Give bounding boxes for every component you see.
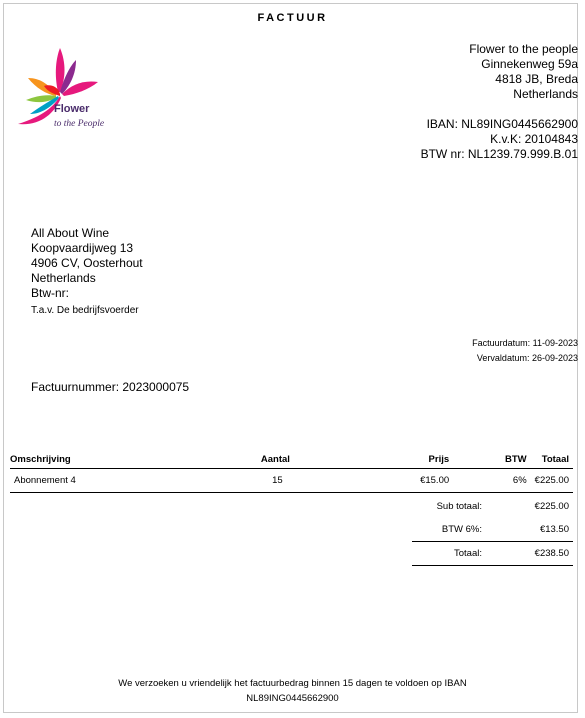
company-btw: BTW nr: NL1239.79.999.B.01 [420,147,578,161]
vat-label: BTW 6%: [441,524,482,535]
column-header-total: Totaal [531,452,573,469]
subtotal-row [412,495,573,518]
client-country: Netherlands [31,271,96,285]
logo-text-people: to the People [54,119,105,129]
totals-block [412,495,573,566]
company-logo [14,44,126,136]
due-date: Vervaldatum: 26-09-2023 [476,353,578,363]
document-title: FACTUUR [257,12,328,24]
total-value: €238.50 [534,548,569,559]
total-label: Totaal: [454,548,482,559]
column-header-price: Prijs [393,452,453,469]
company-country: Netherlands [513,87,578,101]
vat-row [412,518,573,541]
cell-total: €225.00 [531,469,573,493]
payment-note-line1: We verzoeken u vriendelijk het factuurbedrag binnen 15 dagen te voldoen op IBAN [118,678,467,689]
total-underline [412,565,573,566]
company-kvk: K.v.K: 20104843 [490,132,578,146]
client-btw: Btw-nr: [31,286,70,300]
column-header-description: Omschrijving [10,452,162,469]
client-address [31,226,143,318]
subtotal-label: Sub totaal: [436,501,482,512]
subtotal-value: €225.00 [534,501,569,512]
client-city: 4906 CV, Oosterhout [31,256,143,270]
company-address [421,42,578,162]
vat-value: €13.50 [539,524,569,535]
cell-price: €15.00 [393,469,453,493]
invoice-dates [472,336,578,366]
invoice-items-table [10,452,573,493]
invoice-date: Factuurdatum: 11-09-2023 [472,338,578,348]
column-header-quantity: Aantal [162,452,393,469]
company-iban: IBAN: NL89ING0445662900 [426,117,578,131]
payment-note [0,676,585,706]
company-street: Ginnekenweg 59a [481,57,578,71]
table-row [10,469,573,493]
cell-vat: 6% [453,469,531,493]
client-attention: T.a.v. De bedrijfsvoerder [31,305,139,316]
invoice-number: Factuurnummer: 2023000075 [31,380,190,394]
payment-note-line2: NL89ING0445662900 [246,693,339,704]
table-header-row [10,452,573,469]
company-city: 4818 JB, Breda [495,72,578,86]
client-name: All About Wine [31,226,110,240]
client-street: Koopvaardijweg 13 [31,241,134,255]
cell-description: Abonnement 4 [10,469,162,493]
total-row [412,541,573,565]
company-name: Flower to the people [469,42,578,56]
column-header-vat: BTW [453,452,531,469]
logo-text-flower: Flower [54,103,90,115]
cell-quantity: 15 [162,469,393,493]
